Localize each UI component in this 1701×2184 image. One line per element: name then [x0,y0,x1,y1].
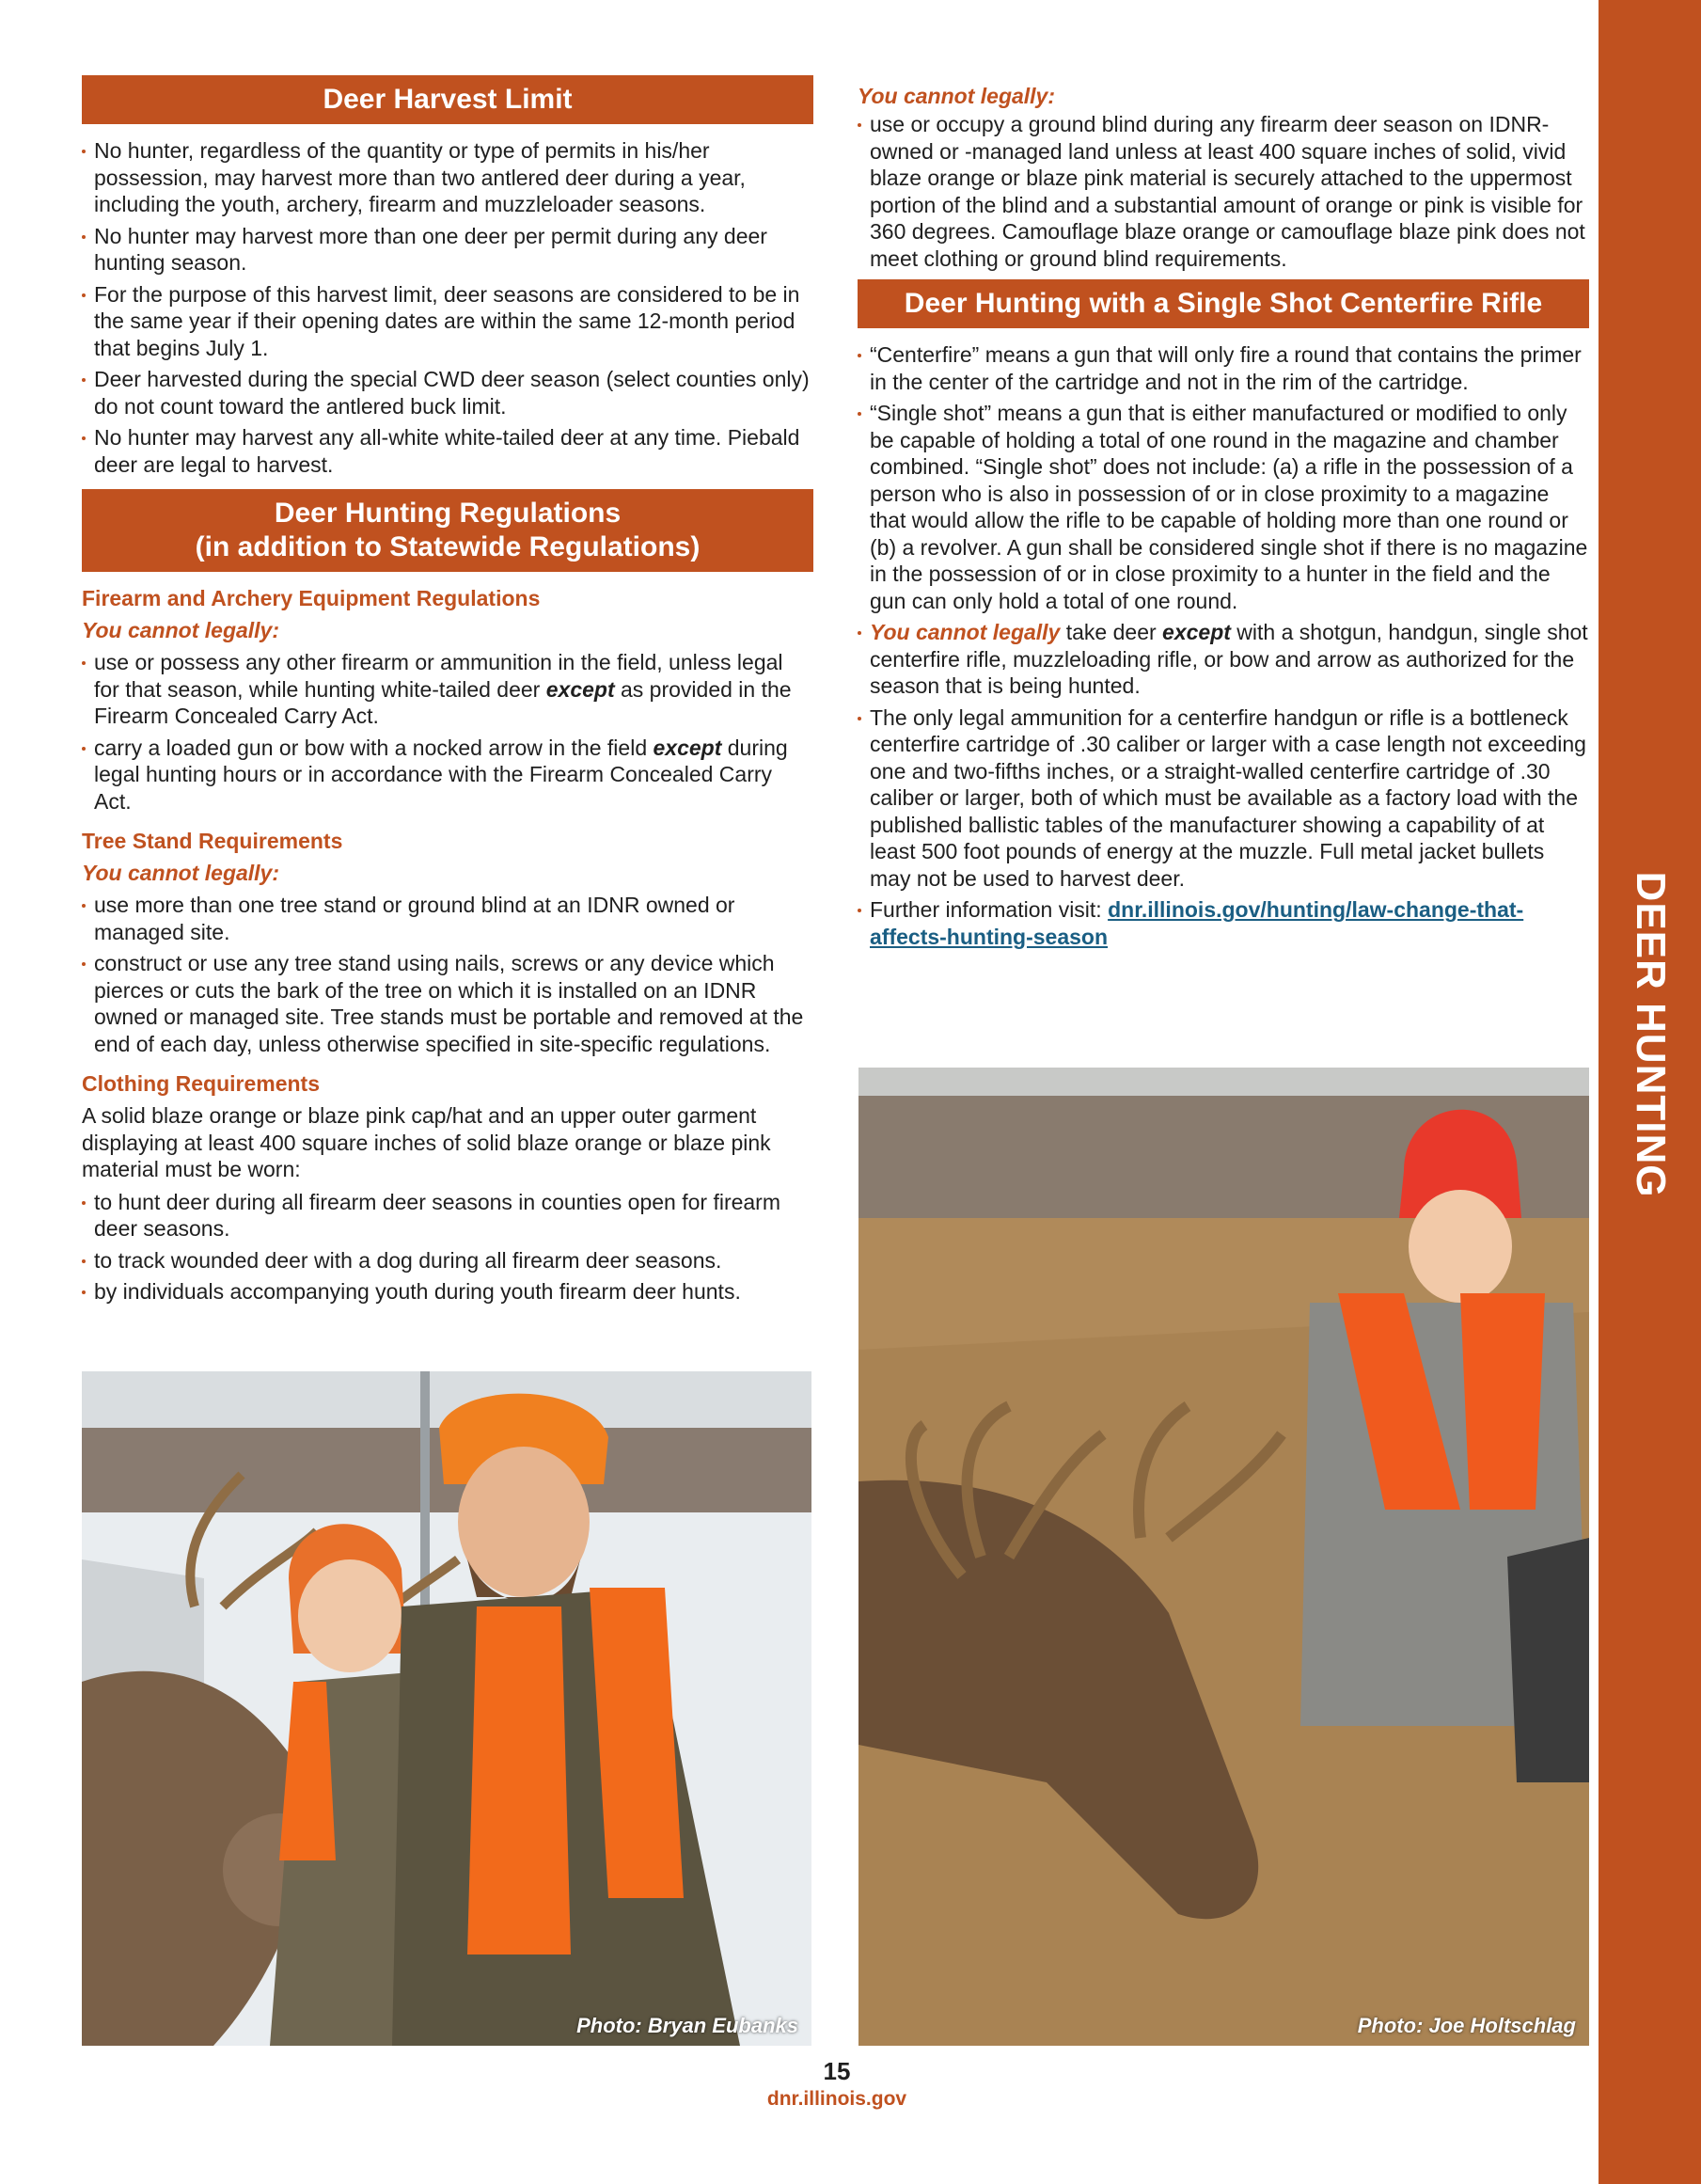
item-text: carry a loaded gun or bow with a nocked arrow in the field [94,735,654,760]
photo-credit-left: Photo: Bryan Eubanks [576,2014,798,2037]
left-column [82,75,813,1310]
item-emphasis: except [545,676,615,702]
list-item: The only legal ammunition for a centerfire handgun or rifle is a bottleneck centerfire cartridge of .30 caliber or larger with a case length not exceeding one and two-fifths inches, or a straight-walled centerfire cartridge of .30 caliber or larger, both of which must be available as a factory load with the published ballistic tables of the manufacturer showing a capability of at least 500 foot pounds of energy at the muzzle. Full metal jacket bullets may not be used to harvest deer. [858,704,1589,893]
regulations-banner [82,489,813,572]
centerfire-rifle-banner [858,279,1589,328]
item-text: Further information visit: [870,897,1109,922]
cannot-legally-label: You cannot legally: [858,84,1056,108]
info-link[interactable]: dnr.illinois.gov/hunting/law-change-that-affects-hunting-season [870,897,1524,949]
list-item [858,896,1589,950]
side-tab-label: DEER HUNTING [1628,871,1674,1198]
list-item [82,735,813,815]
photo-illustration [82,1371,811,2046]
firearm-heading: Firearm and Archery Equipment Regulations [82,586,541,610]
item-emphasis: except [653,735,722,760]
harvest-limit-banner [82,75,813,124]
item-text: take deer [1060,620,1163,644]
list-item: use more than one tree stand or ground blind at an IDNR owned or managed site. [82,892,813,945]
clothing-list [82,1189,813,1306]
list-item: “Single shot” means a gun that is either manufactured or modified to only be capable of holding a total of one round in the magazine and chamber combined. “Single shot” does not include: (a) a rifle in the possession of a person who is also in possession of or in close proximity to a magazine that would allow the rifle to be capable of holding more than one round or (b) a revolver. A gun shall be considered single shot if there is no magazine in the possession of or in close proximity to a hunter in the field and the gun can only hold a total of one round. [858,400,1589,614]
item-text: as provided in the Firearm Concealed Carry Act. [94,676,792,728]
photo-youth-with-buck [858,1068,1589,2046]
list-item: No hunter may harvest any all-white white-tailed deer at any time. Piebald deer are legal to harvest. [82,424,813,478]
footer-site[interactable]: dnr.illinois.gov [766,2088,907,2110]
list-item: to track wounded deer with a dog during all firearm deer seasons. [82,1247,813,1274]
photo-illustration [858,1068,1589,2046]
item-text: use or possess any other firearm or ammunition in the field, unless legal for that season, while hunting white-tailed deer [94,650,783,702]
cannot-legally-label: You cannot legally: [82,861,280,885]
item-emphasis: You cannot legally [870,620,1061,644]
list-item [82,649,813,730]
list-item: by individuals accompanying youth during youth firearm deer hunts. [82,1278,813,1306]
centerfire-rifle-title: Deer Hunting with a Single Shot Centerfire Rifle [904,288,1543,319]
regulations-title: Deer Hunting Regulations [274,498,622,529]
list-item: For the purpose of this harvest limit, deer seasons are considered to be in the same year if their opening dates are within the same 12-month period that begins July 1. [82,281,813,362]
cannot-legally-label: You cannot legally: [82,618,280,642]
list-item: to hunt deer during all firearm deer seasons in counties open for firearm deer seasons. [82,1189,813,1242]
centerfire-list [858,341,1589,950]
item-text: during legal hunting hours or in accordance with the Firearm Concealed Carry Act. [94,735,788,814]
list-item: No hunter, regardless of the quantity or type of permits in his/her possession, may harvest more than two antlered deer during a year, including the youth, archery, firearm and muzzleloader seasons. [82,137,813,218]
ground-blind-list [858,111,1589,272]
list-item: “Centerfire” means a gun that will only fire a round that contains the primer in the center of the cartridge and not in the rim of the cartridge. [858,341,1589,395]
list-item [858,619,1589,700]
page-number: 15 [823,2057,851,2085]
tree-stand-list [82,892,813,1057]
regulations-subtitle: (in addition to Statewide Regulations) [195,531,701,562]
list-item: use or occupy a ground blind during any firearm deer season on IDNR-owned or -managed land unless at least 400 square inches of solid, vivid blaze orange or blaze pink material is securely attached to the uppermost portion of the blind and a substantial amount of orange or pink is visible for 360 degrees. Camouflage blaze orange or camouflage blaze pink does not meet clothing or ground blind requirements. [858,111,1589,272]
clothing-paragraph: A solid blaze orange or blaze pink cap/hat and an upper outer garment displaying at least 400 square inches of solid blaze orange or blaze pink material must be worn: [82,1103,771,1181]
clothing-heading: Clothing Requirements [82,1071,321,1096]
right-column [858,83,1589,955]
harvest-limit-list [82,137,813,478]
harvest-limit-title: Deer Harvest Limit [323,84,573,115]
photo-hunters-with-buck [82,1371,811,2046]
list-item: Deer harvested during the special CWD deer season (select counties only) do not count toward the antlered buck limit. [82,366,813,419]
item-text: with a shotgun, handgun, single shot centerfire rifle, muzzleloading rifle, or bow and arrow as authorized for the season that is being hunted. [870,620,1588,698]
list-item: No hunter may harvest more than one deer per permit during any deer hunting season. [82,223,813,277]
tree-stand-heading: Tree Stand Requirements [82,829,343,853]
list-item: construct or use any tree stand using nails, screws or any device which pierces or cuts the bark of the tree on which it is installed on an IDNR owned or managed site. Tree stands must be portable and removed at the end of each day, unless otherwise specified in site-specific regulations. [82,950,813,1057]
firearm-list [82,649,813,815]
item-emphasis: except [1162,620,1231,644]
photo-credit-right: Photo: Joe Holtschlag [1357,2014,1576,2037]
